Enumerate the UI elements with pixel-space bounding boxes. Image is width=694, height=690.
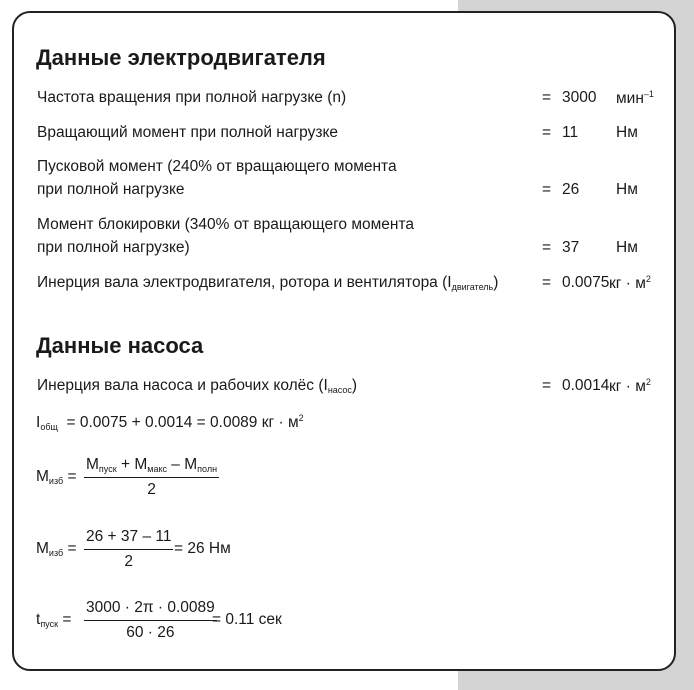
motor-row-torque-label: Вращающий момент при полной нагрузке bbox=[37, 124, 339, 141]
formula-m2-denominator: 2 bbox=[84, 549, 173, 571]
formula-m1-fraction bbox=[84, 456, 219, 499]
formula-m2-lhs: $M_{изб}$ = bbox=[36, 540, 77, 558]
pump-inertia-eq: = bbox=[542, 377, 552, 394]
formula-m1-denominator: 2 bbox=[84, 477, 219, 499]
motor-inertia-unit: кг · $м^2$ bbox=[609, 274, 651, 292]
motor-row-torque-eq: = bbox=[542, 124, 552, 141]
formula-t-lhs: $t_{пуск}$ = bbox=[36, 611, 72, 629]
motor-row-start-label-1: Пусковой момент (240% от вращающего момента bbox=[37, 158, 397, 175]
motor-row-start-eq: = bbox=[542, 181, 552, 198]
motor-row-lock-eq: = bbox=[542, 239, 552, 256]
formula-t-numerator: 3000 · 2π · 0.0089 bbox=[86, 599, 215, 616]
motor-inertia-value: 0.0075 bbox=[562, 274, 610, 291]
pump-inertia-value: 0.0014 bbox=[562, 377, 610, 394]
info-card bbox=[12, 11, 676, 671]
pump-section-title: Данные насоса bbox=[36, 333, 204, 358]
motor-row-speed-eq: = bbox=[542, 89, 552, 106]
formula-t-fraction bbox=[84, 599, 217, 642]
motor-row-torque-unit: Нм bbox=[616, 124, 638, 141]
formula-t-result: = 0.11 сек bbox=[212, 611, 282, 628]
motor-inertia-eq: = bbox=[542, 274, 552, 291]
formula-total-inertia: $I_{общ} = 0.0075 + 0.0014 = 0.0089$ кг · $м^2$ bbox=[36, 413, 304, 432]
formula-m2-result: = 26 Нм bbox=[174, 540, 231, 557]
motor-row-start-unit: Нм bbox=[616, 181, 638, 198]
motor-row-speed-value: 3000 bbox=[562, 89, 597, 106]
formula-t-denominator: 60 · 26 bbox=[84, 620, 217, 642]
formula-m2-numerator: 26 + 37 – 11 bbox=[86, 528, 172, 545]
motor-inertia-label: Инерция вала электродвигателя, ротора и вентилятора $(I_{двигатель})$ bbox=[37, 274, 499, 292]
motor-section-title: Данные электродвигателя bbox=[36, 45, 326, 70]
motor-row-lock-label-2: при полной нагрузке) bbox=[37, 239, 190, 256]
motor-row-torque-value: 11 bbox=[562, 124, 579, 141]
formula-m1-numerator: $M_{пуск} + M_{макс} - M_{полн}$ bbox=[86, 456, 218, 474]
motor-row-lock-label-1: Момент блокировки (340% от вращающего момента bbox=[37, 216, 414, 233]
formula-m1-lhs: $M_{изб}$ = bbox=[36, 468, 77, 486]
formula-m2-fraction bbox=[84, 528, 173, 571]
pump-inertia-label: Инерция вала насоса и рабочих колёс $(I_{насос})$ bbox=[37, 377, 358, 395]
motor-row-start-label-2: при полной нагрузке bbox=[37, 181, 185, 198]
motor-row-lock-unit: Нм bbox=[616, 239, 638, 256]
motor-row-start-value: 26 bbox=[562, 181, 580, 198]
motor-row-lock-value: 37 bbox=[562, 239, 580, 256]
motor-row-speed-label: Частота вращения при полной нагрузке (n) bbox=[37, 89, 347, 106]
motor-row-speed-unit: мин$^{-1}$ bbox=[616, 89, 654, 107]
pump-inertia-unit: кг · $м^2$ bbox=[609, 377, 651, 395]
